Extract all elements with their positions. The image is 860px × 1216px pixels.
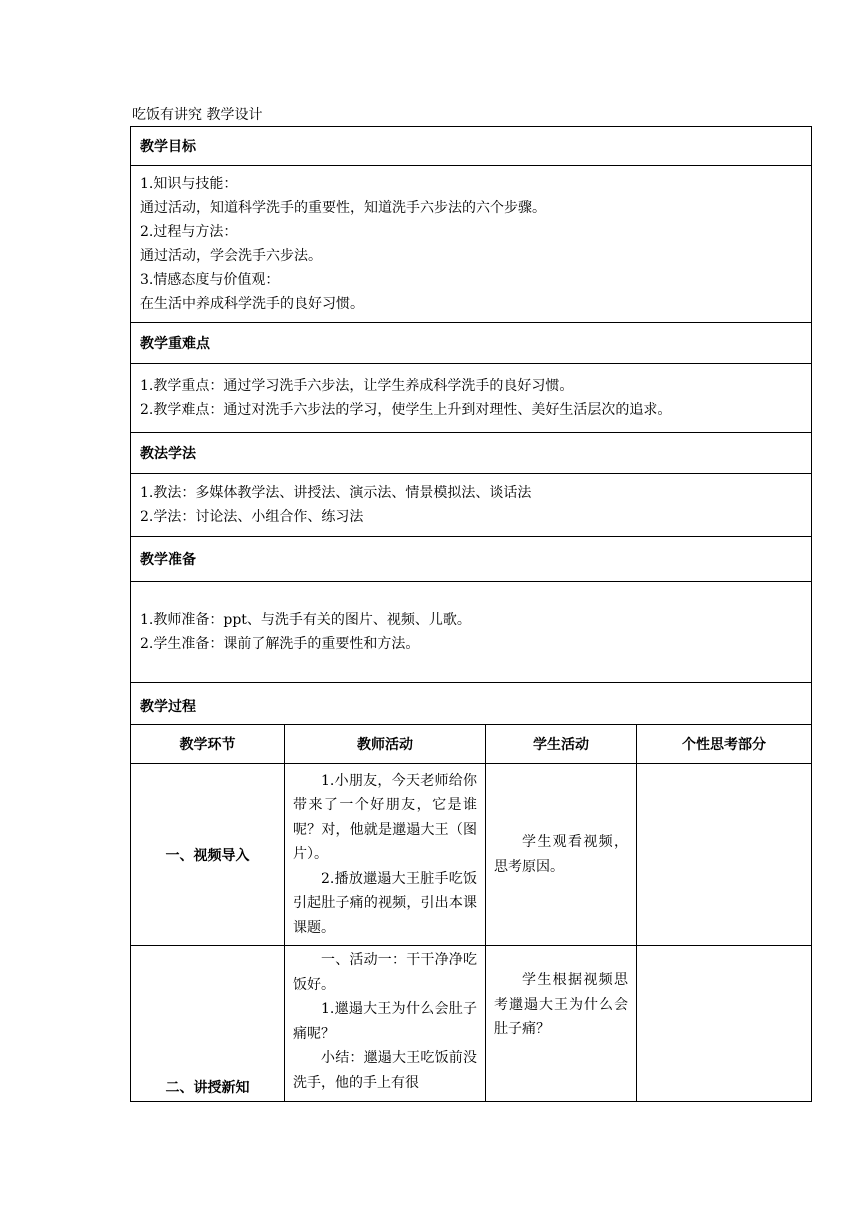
teacher-activity-cell bbox=[285, 764, 486, 946]
document-title: 吃饭有讲究 教学设计 bbox=[132, 107, 263, 123]
key-points-body bbox=[131, 364, 811, 433]
teacher-activity-paragraph: 小结：邋遢大王吃饭前没洗手，他的手上有很 bbox=[293, 1050, 477, 1091]
methods-header: 教法学法 bbox=[131, 433, 811, 474]
column-header-student: 学生活动 bbox=[486, 725, 637, 764]
methods-body bbox=[131, 474, 811, 537]
teacher-activity-paragraph: 1.邋遢大王为什么会肚子痛呢？ bbox=[293, 1001, 477, 1042]
goals-line: 在生活中养成科学洗手的良好习惯。 bbox=[140, 296, 364, 312]
goals-header: 教学目标 bbox=[131, 127, 811, 166]
stage-cell: 二、讲授新知 bbox=[131, 946, 285, 1102]
student-activity-cell bbox=[486, 764, 637, 946]
process-table bbox=[130, 724, 812, 1102]
student-activity-text: 学生根据视频思考邋遢大王为什么会肚子痛？ bbox=[494, 972, 628, 1037]
teacher-activity-paragraph: 一、活动一：干干净净吃饭好。 bbox=[293, 952, 477, 993]
process-table-header-row bbox=[131, 725, 812, 764]
teacher-activity-paragraph: 2.播放邋遢大王脏手吃饭引起肚子痛的视频，引出本课课题。 bbox=[293, 870, 477, 936]
column-header-teacher: 教师活动 bbox=[285, 725, 486, 764]
methods-line: 1.教法：多媒体教学法、讲授法、演示法、情景模拟法、谈话法 bbox=[140, 485, 532, 501]
preparation-line: 2.学生准备：课前了解洗手的重要性和方法。 bbox=[140, 636, 420, 652]
goals-line: 通过活动，知道科学洗手的重要性，知道洗手六步法的六个步骤。 bbox=[140, 200, 546, 216]
preparation-body bbox=[131, 582, 811, 683]
table-row bbox=[131, 764, 812, 946]
goals-body bbox=[131, 166, 811, 323]
teacher-activity-paragraph: 1.小朋友，今天老师给你带来了一个好朋友，它是谁呢？对，他就是邋遢大王（图片）。 bbox=[293, 772, 477, 863]
thinking-cell bbox=[637, 946, 812, 1102]
column-header-stage: 教学环节 bbox=[131, 725, 285, 764]
goals-line: 2.过程与方法： bbox=[140, 224, 238, 240]
teacher-activity-cell bbox=[285, 946, 486, 1102]
stage-cell: 一、视频导入 bbox=[131, 764, 285, 946]
table-row bbox=[131, 946, 812, 1102]
column-header-thinking: 个性思考部分 bbox=[637, 725, 812, 764]
goals-line: 1.知识与技能： bbox=[140, 176, 238, 192]
student-activity-cell bbox=[486, 946, 637, 1102]
student-activity-text: 学生观看视频，思考原因。 bbox=[494, 834, 628, 875]
preparation-line: 1.教师准备：ppt、与洗手有关的图片、视频、儿歌。 bbox=[140, 612, 471, 628]
methods-line: 2.学法：讨论法、小组合作、练习法 bbox=[140, 509, 364, 525]
key-points-line: 1.教学重点：通过学习洗手六步法，让学生养成科学洗手的良好习惯。 bbox=[140, 378, 574, 394]
preparation-header: 教学准备 bbox=[131, 537, 811, 582]
lesson-plan-frame bbox=[130, 126, 812, 729]
key-points-header: 教学重难点 bbox=[131, 323, 811, 364]
goals-line: 通过活动，学会洗手六步法。 bbox=[140, 248, 322, 264]
process-header: 教学过程 bbox=[140, 699, 196, 715]
key-points-line: 2.教学难点：通过对洗手六步法的学习，使学生上升到对理性、美好生活层次的追求。 bbox=[140, 402, 672, 418]
thinking-cell bbox=[637, 764, 812, 946]
goals-line: 3.情感态度与价值观： bbox=[140, 272, 280, 288]
